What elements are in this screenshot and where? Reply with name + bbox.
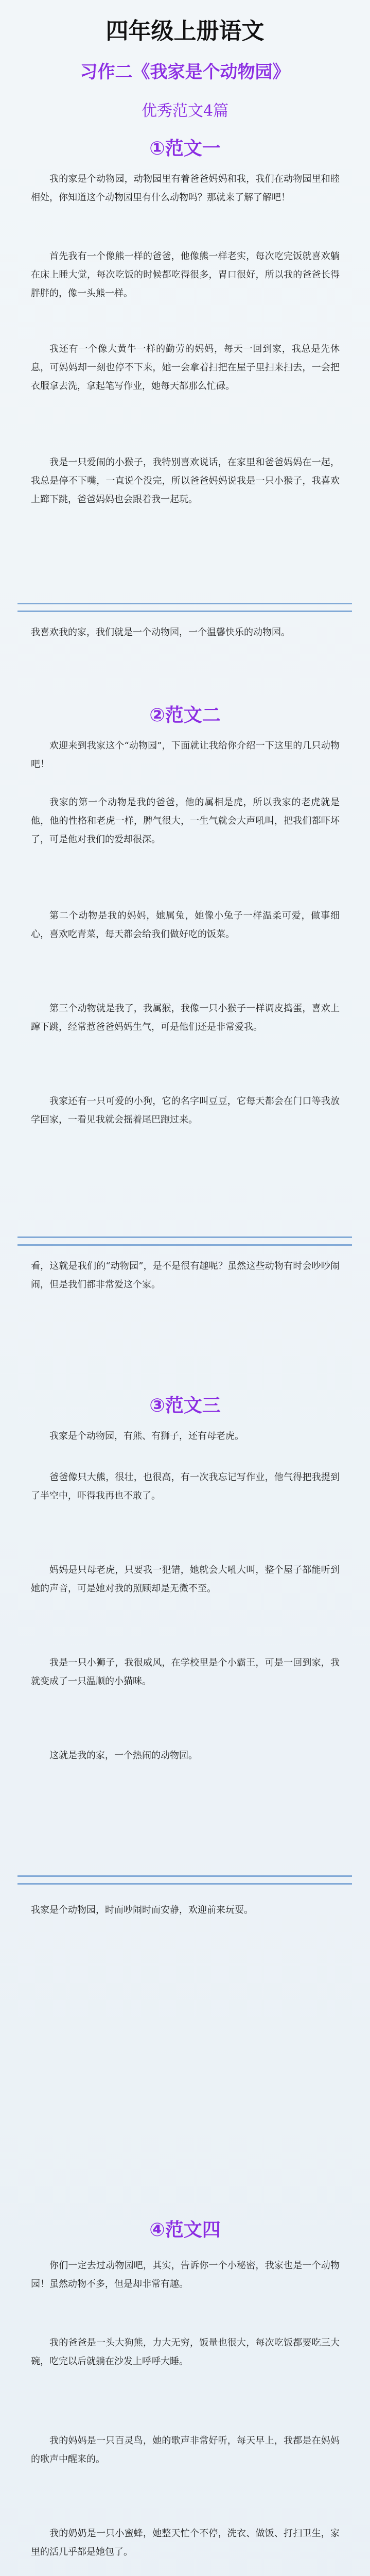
section-4-paragraph-1: 你们一定去过动物园吧，其实，告诉你一个小秘密，我家也是一个动物园！虽然动物不多，但是却非常有趣。	[31, 2260, 340, 2290]
section-1-continuation: 我喜欢我的家，我们就是一个动物园，一个温馨快乐的动物园。	[31, 627, 290, 638]
divider-wave	[17, 1875, 352, 1885]
section-1-paragraph-4: 我是一只爱闹的小猴子，我特别喜欢说话，在家里和爸爸妈妈在一起，我总是停不下嘴，一直说个没完，所以爸爸妈妈说我是一只小猴子，我喜欢上蹿下跳，爸爸妈妈也会跟着我一起玩。	[31, 457, 340, 505]
section-4-paragraph-4: 我的奶奶是一只小蜜蜂，她整天忙个不停，洗衣、做饭、打扫卫生，家里的活几乎都是她包了。	[31, 2528, 340, 2557]
section-2-paragraph-5: 我家还有一只可爱的小狗，它的名字叫豆豆，它每天都会在门口等我放学回家，一看见我就会摇着尾巴跑过来。	[31, 1096, 340, 1125]
page-subtitle-count: 优秀范文4篇	[141, 102, 229, 120]
section-3-paragraph-5: 这就是我的家，一个热闹的动物园。	[49, 1750, 198, 1761]
section-1-paragraph-2: 首先我有一个像熊一样的爸爸，他像熊一样老实，每次吃完饭就喜欢躺在床上睡大觉，每次吃饭的时候都吃得很多，胃口很好，所以我的爸爸长得胖胖的，像一头熊一样。	[31, 251, 340, 299]
section-heading-1: ①范文一	[149, 138, 221, 159]
section-1-paragraph-1: 我的家是个动物园，动物园里有着爸爸妈妈和我，我们在动物园里和睦相处，你知道这个动物园里有什么动物吗？那就来了解了解吧！	[31, 174, 340, 203]
section-3-paragraph-4: 我是一只小狮子，我很威风，在学校里是个小霸王，可是一回到家，我就变成了一只温顺的小猫咪。	[31, 1657, 340, 1687]
divider-wave	[17, 603, 352, 612]
section-heading-2: ②范文二	[149, 705, 221, 726]
section-3-continuation: 我家是个动物园，时而吵闹时而安静，欢迎前来玩耍。	[31, 1905, 253, 1916]
section-heading-3: ③范文三	[149, 1395, 221, 1416]
section-2-paragraph-2: 我家的第一个动物是我的爸爸，他的属相是虎，所以我家的老虎就是他，他的性格和老虎一样，脾气很大，一生气就会大声吼叫，把我们都吓坏了，可是他对我们的爱却很深。	[31, 797, 340, 845]
section-4-paragraph-3: 我的妈妈是一只百灵鸟，她的歌声非常好听，每天早上，我都是在妈妈的歌声中醒来的。	[31, 2435, 340, 2465]
section-4-paragraph-2: 我的爸爸是一头大狗熊，力大无穷，饭量也很大，每次吃饭都要吃三大碗，吃完以后就躺在沙发上呼呼大睡。	[31, 2337, 340, 2367]
divider-wave	[17, 1236, 352, 1246]
page-subtitle: 习作二《我家是个动物园》	[80, 62, 290, 82]
section-3-paragraph-2: 爸爸像只大熊，很壮，也很高，有一次我忘记写作业，他气得把我提到了半空中，吓得我再也不敢了。	[31, 1472, 340, 1501]
section-2-paragraph-4: 第三个动物就是我了，我属猴，我像一只小猴子一样调皮捣蛋，喜欢上蹿下跳，经常惹爸爸妈妈生气，可是他们还是非常爱我。	[31, 1003, 340, 1032]
page-title: 四年级上册语文	[105, 18, 265, 44]
section-3-paragraph-3: 妈妈是只母老虎，只要我一犯错，她就会大吼大叫，整个屋子都能听到她的声音，可是她对我的照顾却是无微不至。	[31, 1565, 340, 1594]
section-2-paragraph-3: 第二个动物是我的妈妈，她属兔，她像小兔子一样温柔可爱，做事细心，喜欢吃青菜，每天都会给我们做好吃的饭菜。	[31, 910, 340, 940]
section-2-continuation: 看，这就是我们的“动物园”，是不是很有趣呢？虽然这些动物有时会吵吵闹闹，但是我们都非常爱这个家。	[31, 1261, 340, 1290]
section-1-paragraph-3: 我还有一个像大黄牛一样的勤劳的妈妈，每天一回到家，我总是先休息，可妈妈却一刻也停不下来，她一会拿着扫把在屋子里扫来扫去，一会把衣服拿去洗，拿起笔写作业，她每天都那么忙碌。	[31, 344, 340, 392]
section-3-paragraph-1: 我家是个动物园，有熊、有狮子，还有母老虎。	[49, 1431, 244, 1442]
section-heading-4: ④范文四	[149, 2219, 221, 2241]
section-2-paragraph-1: 欢迎来到我家这个“动物园”，下面就让我给你介绍一下这里的几只动物吧！	[31, 740, 340, 770]
